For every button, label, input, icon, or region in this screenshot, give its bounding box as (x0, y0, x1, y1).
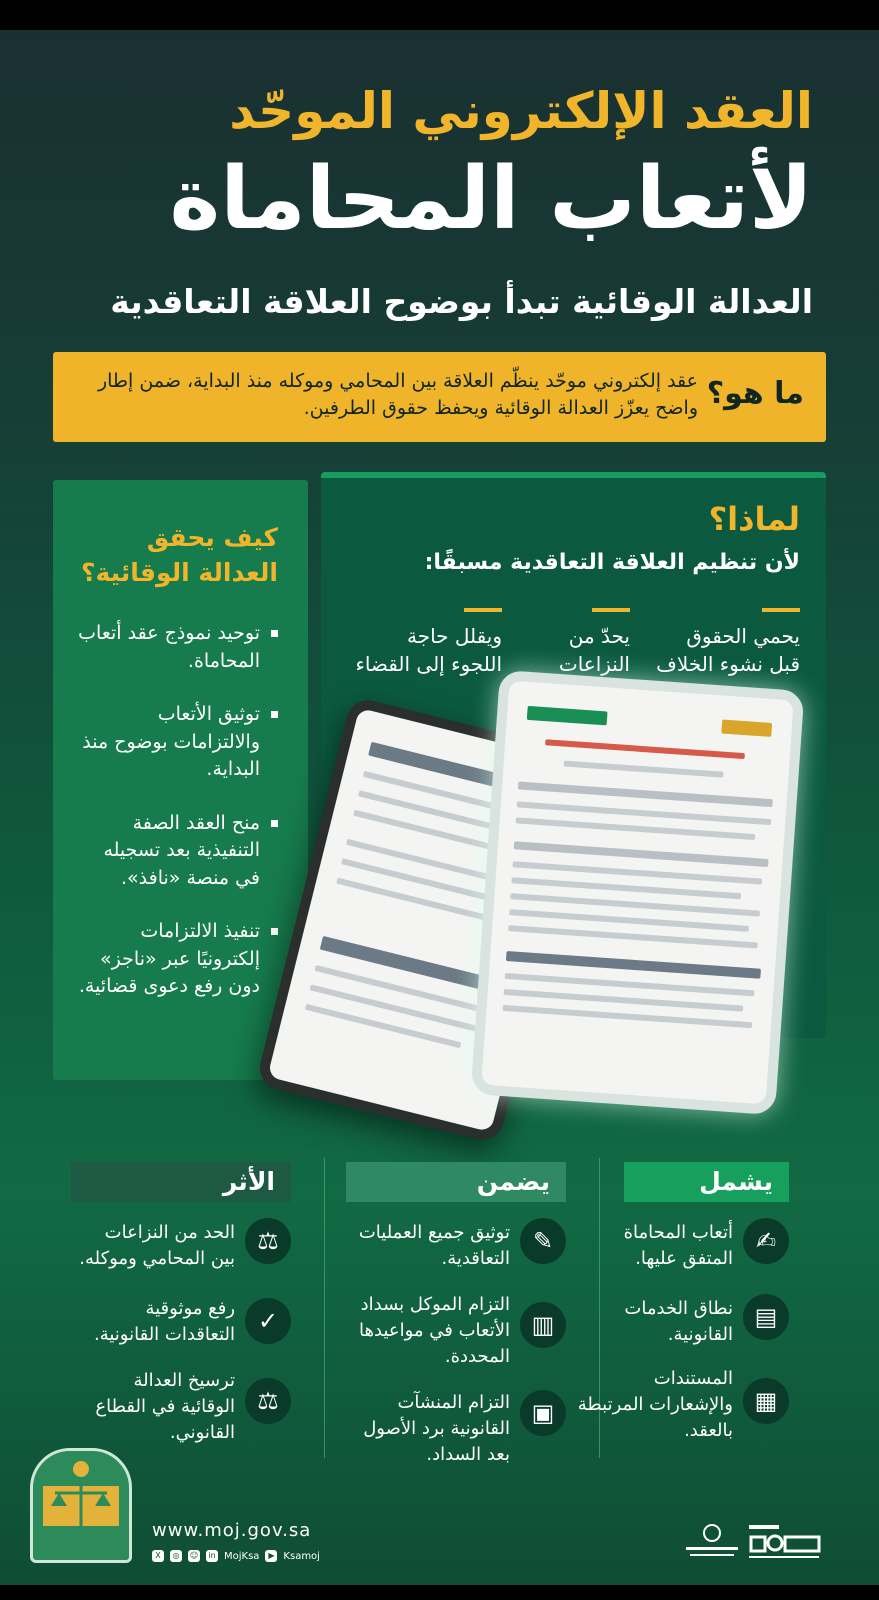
doc-line (305, 1004, 462, 1049)
x-icon[interactable]: X (152, 1550, 164, 1562)
why-item-bar (762, 608, 800, 612)
document-pen-icon: ✎ (520, 1218, 566, 1264)
tablet-front-illustration (471, 670, 805, 1115)
vision-2030-emblem-icon (745, 1523, 825, 1563)
why-item-text: يحدّ من النزاعات (558, 624, 630, 676)
infographic-poster (0, 30, 879, 1585)
scales-emblem-icon (33, 1451, 129, 1560)
hand-badge-icon: ✓ (245, 1298, 291, 1344)
how-title: كيف يحقق العدالة الوقائية؟ (81, 523, 278, 587)
youtube-icon[interactable]: ▶ (265, 1550, 277, 1562)
includes-header: يشمل (624, 1162, 789, 1202)
how-list (78, 620, 278, 1027)
building-icon: ▣ (520, 1390, 566, 1436)
instagram-icon[interactable]: ◎ (170, 1550, 182, 1562)
documents-icon: ▦ (743, 1378, 789, 1424)
document-stamp-icon: ▤ (743, 1294, 789, 1340)
what-text: عقد إلكتروني موحّد ينظّم العلاقة بين المحامي وموكله منذ البداية، ضمن إطار واضح يعزّز العدالة الوقائية ويحفظ حقوق الطرفين. (97, 370, 698, 419)
impact-item: الحد من النزاعات بين المحامي وموكله. (79, 1222, 235, 1270)
why-subtitle: لأن تنظيم العلاقة التعاقدية مسبقًا: (424, 550, 800, 575)
handshake-scale-icon: ⚖ (245, 1218, 291, 1264)
why-item-bar (464, 608, 502, 612)
social-handle: MojKsa (224, 1550, 260, 1562)
column-divider (324, 1158, 325, 1458)
doc-header-bar (506, 951, 761, 979)
includes-item: المستندات والإشعارات المرتبطة بالعقد. (577, 1368, 733, 1442)
doc-logo (527, 706, 608, 726)
impact-item: رفع موثوقية التعاقدات القانونية. (93, 1298, 235, 1346)
why-item (650, 608, 800, 678)
ministry-of-justice-logo (30, 1448, 132, 1563)
doc-emblem (721, 719, 772, 736)
how-list-item: تنفيذ الالتزامات إلكترونيًا عبر «ناجز» دون رفع دعوى قضائية. (78, 918, 278, 1001)
why-item (520, 608, 630, 678)
guarantees-item: التزام المنشآت القانونية برد الأصول بعد السداد. (363, 1392, 510, 1466)
social-handle: Ksamoj (283, 1550, 320, 1562)
title-line-2: لأتعاب المحاماة (169, 149, 813, 249)
vision-2030-logo (745, 1523, 825, 1563)
contract-handshake-icon: ✍ (743, 1218, 789, 1264)
why-item-text: ويقلل حاجة اللجوء إلى القضاء (355, 624, 502, 676)
how-panel (53, 480, 308, 1080)
linkedin-icon[interactable]: in (206, 1550, 218, 1562)
impact-item: ترسيخ العدالة الوقائية في القطاع القانوني. (95, 1370, 235, 1444)
why-item-text: يحمي الحقوق قبل نشوء الخلاف (656, 624, 800, 676)
how-list-item: توحيد نموذج عقد أتعاب المحاماة. (78, 620, 278, 675)
includes-item: أتعاب المحاماة المتفق عليها. (623, 1222, 733, 1270)
why-title: لماذا؟ (708, 500, 800, 538)
guarantees-header: يضمن (346, 1162, 566, 1202)
website-url[interactable]: www.moj.gov.sa (152, 1520, 312, 1541)
scales-icon: ⚖ (245, 1378, 291, 1424)
subtitle: العدالة الوقائية تبدأ بوضوح العلاقة التعاقدية (110, 282, 813, 321)
why-item (352, 608, 502, 678)
doc-line (564, 761, 724, 778)
title-line-1: العقد الإلكتروني الموحّد (229, 82, 813, 140)
includes-item: نطاق الخدمات القانونية. (624, 1298, 733, 1346)
guarantees-item: التزام الموكل بسداد الأتعاب في مواعيدها المحددة. (359, 1294, 510, 1368)
why-item-bar (592, 608, 630, 612)
ntp-emblem-icon (676, 1523, 748, 1563)
doc-line (545, 739, 745, 759)
doc-line (341, 858, 488, 900)
how-list-item: توثيق الأتعاب والالتزامات بوضوح منذ البداية. (78, 701, 278, 784)
how-list-item: منح العقد الصفة التنفيذية بعد تسجيله في منصة «نافذ». (78, 810, 278, 893)
snapchat-icon[interactable]: ☺ (189, 1551, 199, 1560)
what-box (53, 352, 826, 442)
national-transformation-program-logo (676, 1523, 748, 1563)
what-label: ما هو؟ (706, 376, 804, 411)
guarantees-item: توثيق جميع العمليات التعاقدية. (358, 1222, 510, 1270)
social-links (152, 1550, 320, 1562)
impact-header: الأثر (71, 1162, 291, 1202)
calendar-icon: ▥ (520, 1302, 566, 1348)
